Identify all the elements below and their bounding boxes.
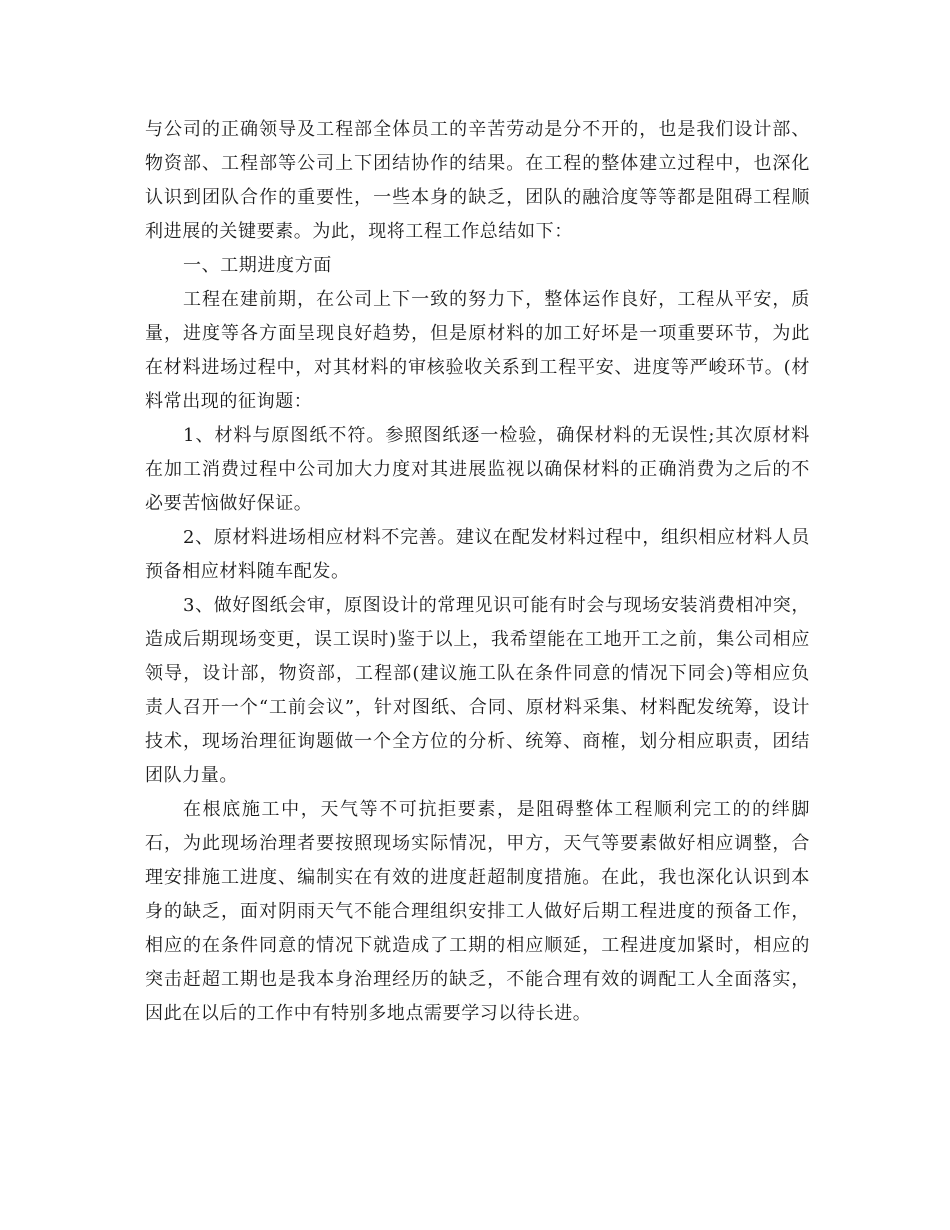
- section-heading-schedule: 一、工期进度方面: [183, 255, 332, 276]
- paragraph-early-construction: 工程在建前期，在公司上下一致的努力下，整体运作良好，工程从平安，质量，进度等各方面呈现良好趋势，但是原材料的加工好坏是一项重要环节，为此在材料进场过程中，对其材料的审核验收关系到工程平安、进度等严峻环节。(材料常出现的征询题：: [145, 289, 810, 412]
- list-item-2: 2、原材料进场相应材料不完善。建议在配发材料过程中，组织相应材料人员预备相应材料随车配发。: [145, 527, 810, 582]
- document-body: [145, 113, 810, 1031]
- list-item-3: 3、做好图纸会审，原图设计的常理见识可能有时会与现场安装消费相冲突，造成后期现场变更，误工误时)鉴于以上，我希望能在工地开工之前，集公司相应领导，设计部，物资部，工程部(建议施工队在条件同意的情况下同会)等相应负责人召开一个“工前会议”，针对图纸、合同、原材料采集、材料配发统筹，设计技术，现场治理征询题做一个全方位的分析、统筹、商榷，划分相应职责，团结团队力量。: [145, 595, 810, 786]
- list-item-1: 1、材料与原图纸不符。参照图纸逐一检验，确保材料的无误性;其次原材料在加工消费过程中公司加大力度对其进展监视以确保材料的正确消费为之后的不必要苦恼做好保证。: [145, 425, 810, 514]
- paragraph-intro: 与公司的正确领导及工程部全体员工的辛苦劳动是分不开的，也是我们设计部、物资部、工程部等公司上下团结协作的结果。在工程的整体建立过程中，也深化认识到团队合作的重要性，一些本身的缺乏，团队的融洽度等等都是阻碍工程顺利进展的关键要素。为此，现将工程工作总结如下：: [145, 119, 810, 242]
- paragraph-foundation-construction: 在根底施工中，天气等不可抗拒要素，是阻碍整体工程顺利完工的的绊脚石，为此现场治理者要按照现场实际情况，甲方，天气等要素做好相应调整，合理安排施工进度、编制实在有效的进度赶超制度措施。在此，我也深化认识到本身的缺乏，面对阴雨天气不能合理组织安排工人做好后期工程进度的预备工作，相应的在条件同意的情况下就造成了工期的相应顺延，工程进度加紧时，相应的突击赶超工期也是我本身治理经历的缺乏，不能合理有效的调配工人全面落实，因此在以后的工作中有特别多地点需要学习以待长进。: [145, 799, 810, 1024]
